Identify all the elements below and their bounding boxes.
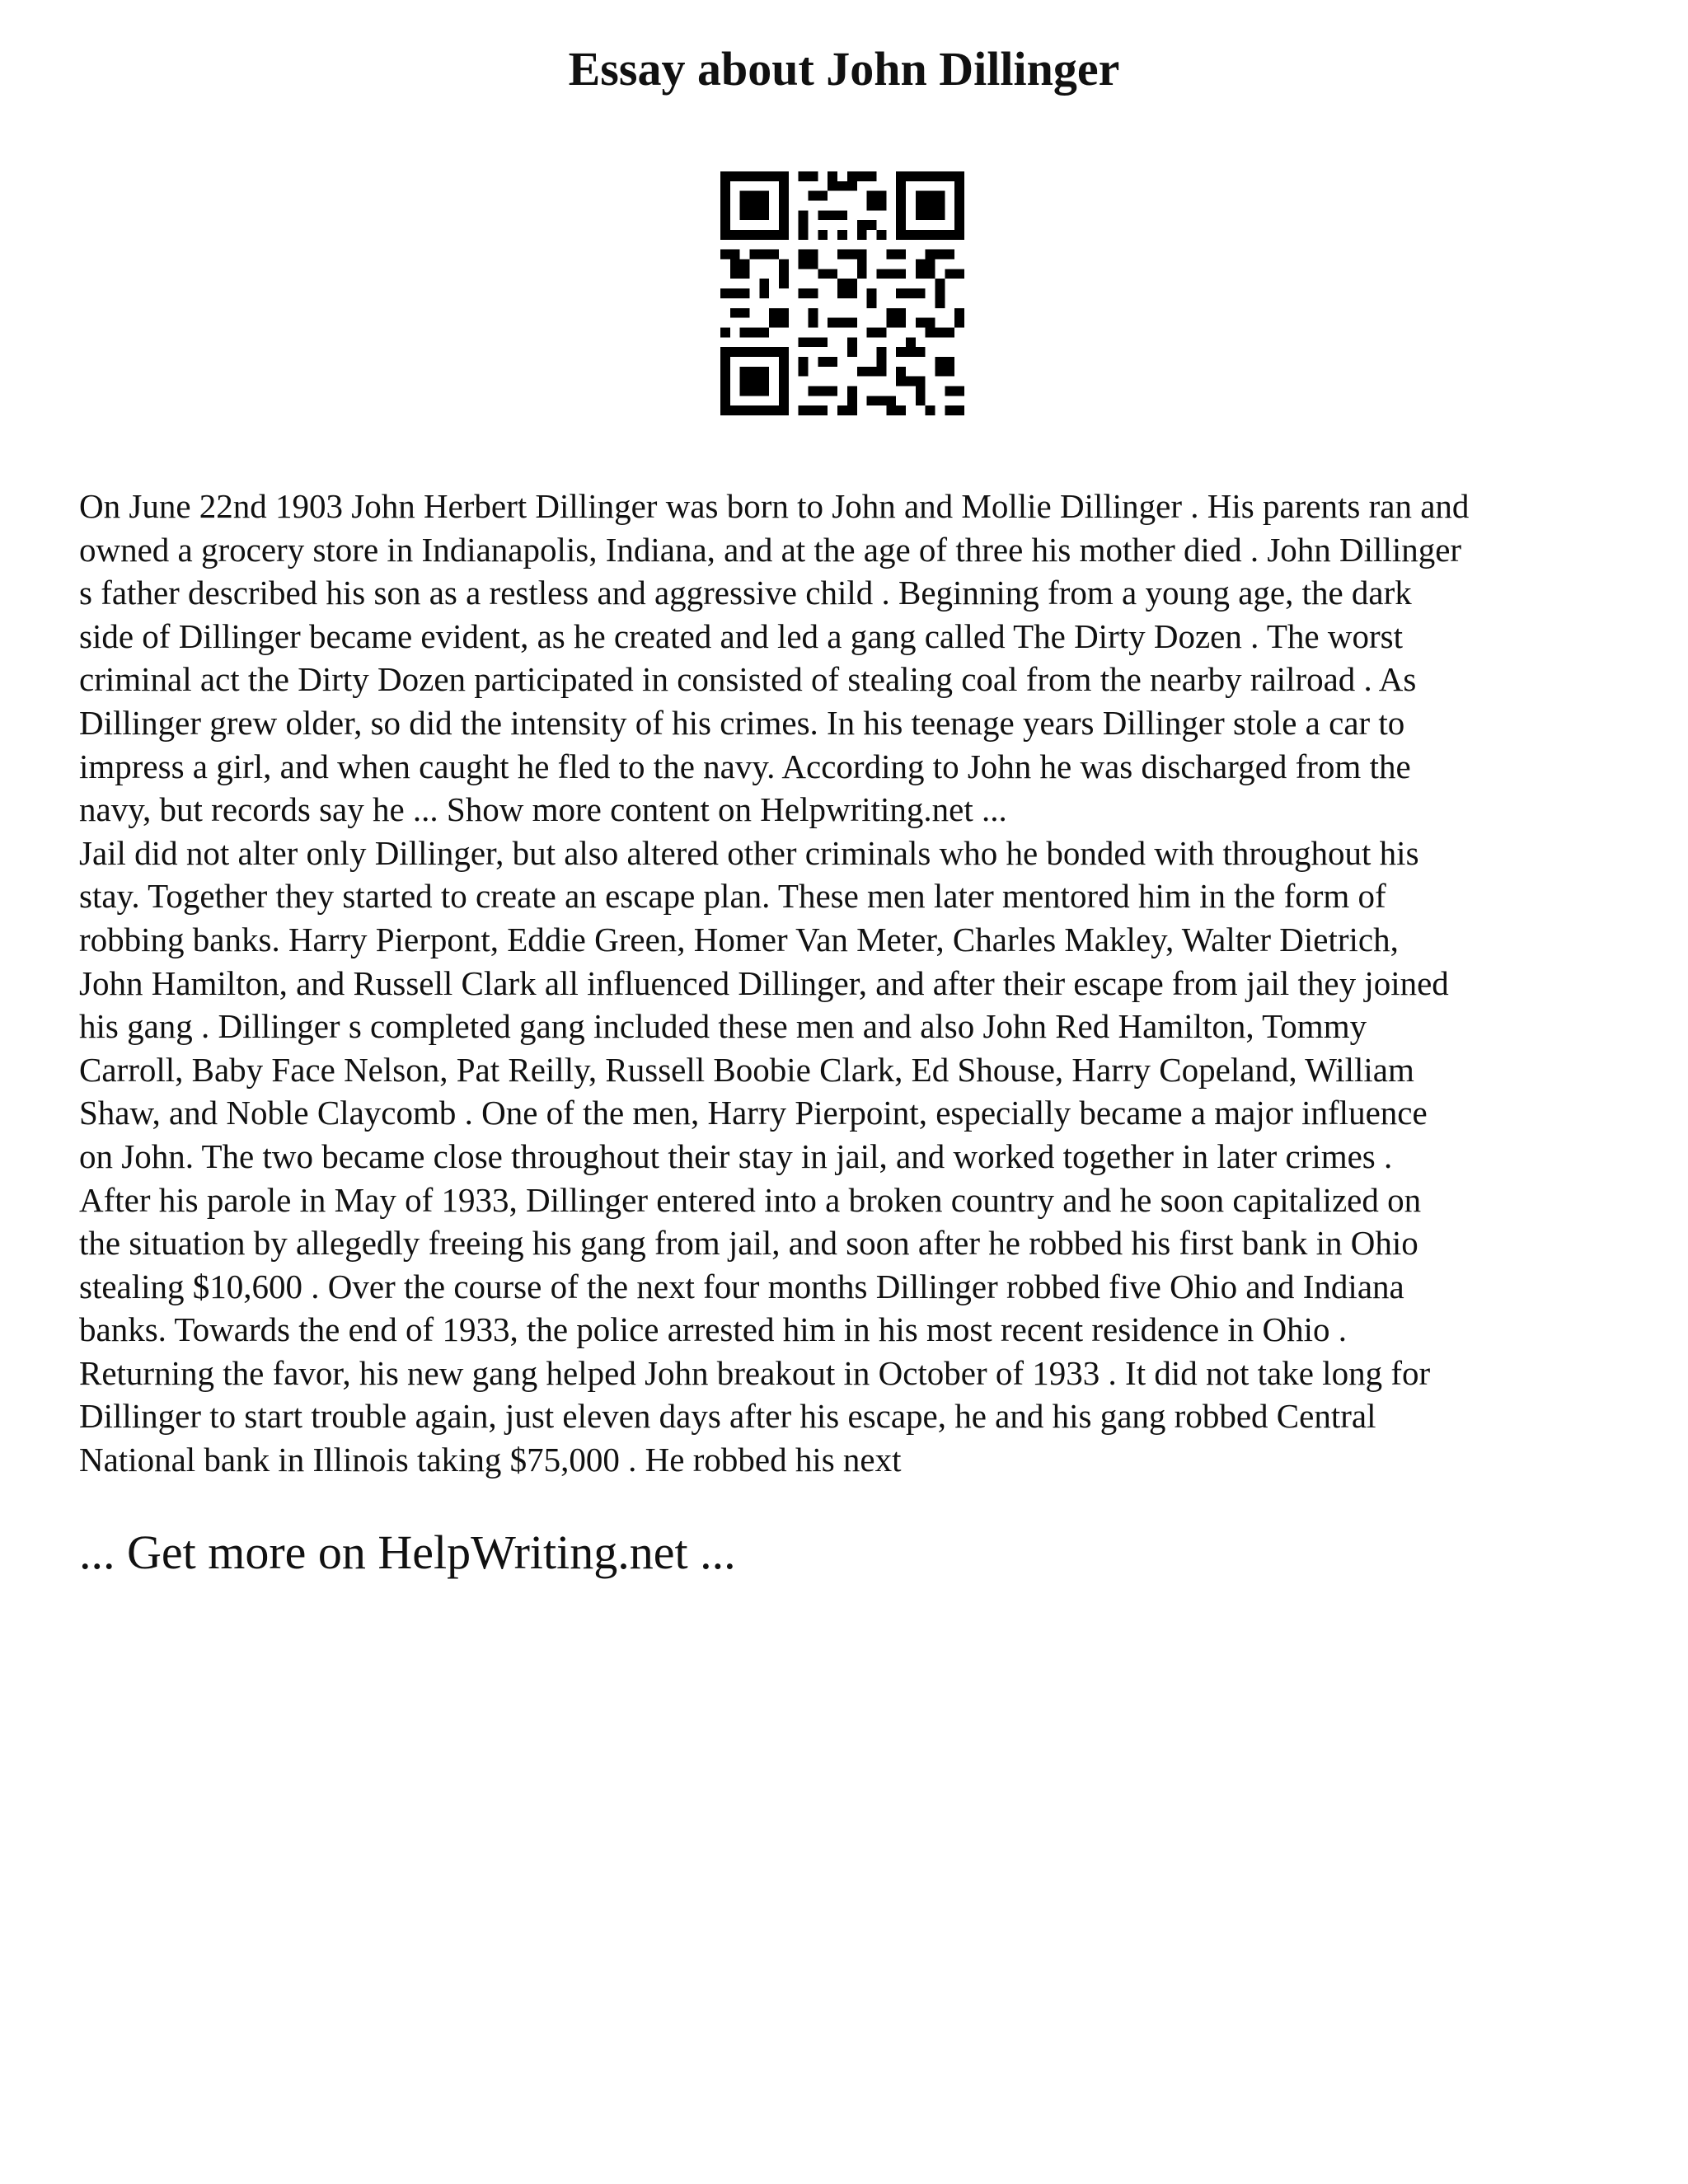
- page-title: Essay about John Dillinger: [568, 42, 1120, 96]
- qr-code-image: [720, 171, 964, 415]
- helpwriting-cta-link[interactable]: ... Get more on HelpWriting.net ...: [79, 1526, 736, 1579]
- qr-code-graphic: [720, 171, 964, 415]
- essay-body: On June 22nd 1903 John Herbert Dillinger was born to John and Mollie Dillinger . His parents ran and owned a grocery store in Indianapolis, Indiana, and at the age of three his mother died . John Dillinger s father described his son as a restless and aggressive child . Beginning from a young age, the dark side of Dillinger became evident, as he created and led a gang called The Dirty Dozen . The worst criminal act the Dirty Dozen participated in consisted of stealing coal from the nearby railroad . As Dillinger grew older, so did the intensity of his crimes. In his teenage years Dillinger stole a car to impress a girl, and when caught he fled to the navy. According to John he was discharged from the navy, but records say he ... Show more content on Helpwriting.net ... Jail did not alter only Dillinger, but also altered other criminals who he bonded with throughout his stay. Together they started to create an escape plan. These men later mentored him in the form of robbing banks. Harry Pierpont, Eddie Green, Homer Van Meter, Charles Makley, Walter Dietrich, John Hamilton, and Russell Clark all influenced Dillinger, and after their escape from jail they joined his gang . Dillinger s completed gang included these men and also John Red Hamilton, Tommy Carroll, Baby Face Nelson, Pat Reilly, Russell Boobie Clark, Ed Shouse, Harry Copeland, William Shaw, and Noble Claycomb . One of the men, Harry Pierpoint, especially became a major influence on John. The two became close throughout their stay in jail, and worked together in later crimes . After his parole in May of 1933, Dillinger entered into a broken country and he soon capitalized on the situation by allegedly freeing his gang from jail, and soon after he robbed his first bank in Ohio stealing $10,600 . Over the course of the next four months Dillinger robbed five Ohio and Indiana banks. Towards the end of 1933, the police arrested him in his most recent residence in Ohio . Returning the favor, his new gang helped John breakout in October of 1933 . It did not take long for Dillinger to start trouble again, just eleven days after his escape, he and his gang robbed Central National bank in Illinois taking $75,000 . He robbed his next: [79, 487, 1470, 1479]
